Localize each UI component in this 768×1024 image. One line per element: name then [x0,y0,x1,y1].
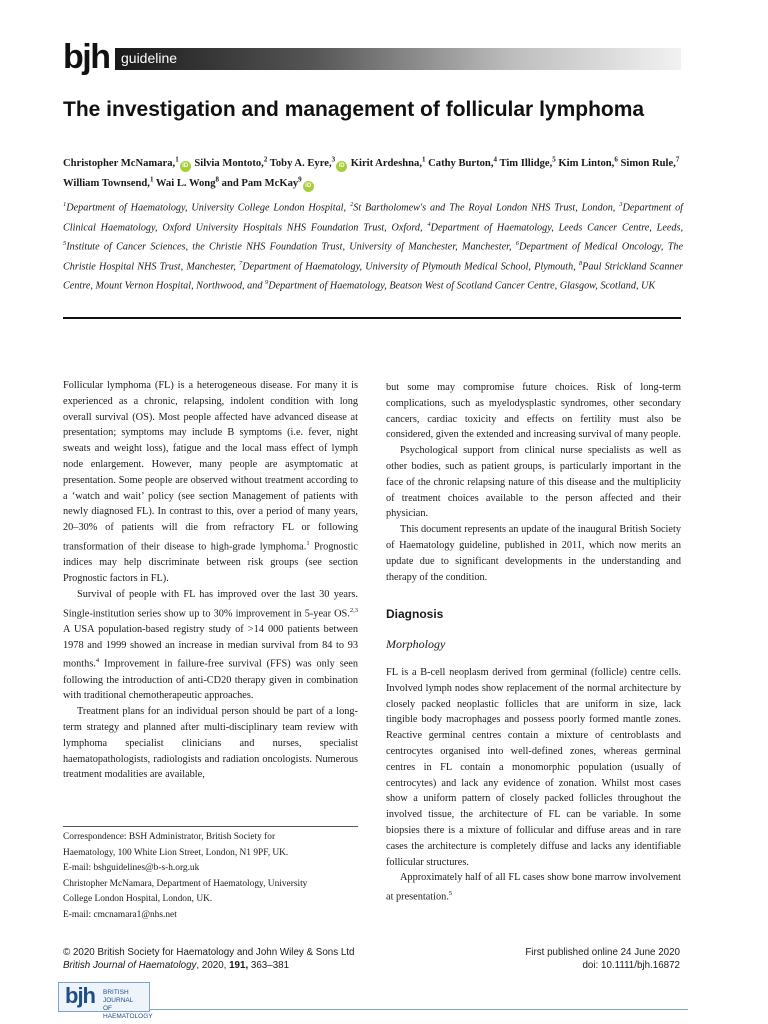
affiliation: Department of Haematology, Leeds Cancer Centre, Leeds, [430,221,683,233]
citation: British Journal of Haematology, 2020, 191, 363–381 [63,960,290,971]
left-column [63,378,358,783]
paragraph: Psychological support from clinical nurse specialists as well as other bodies, such as patient groups, is particularly important in the face of the chronic relapsing nature of this disease and the multiplicity of treatment choices available to the person affected and their physician. [386,445,681,520]
paragraph: Approximately half of all FL cases show bone marrow involvement at presentation.$^5$ [386,872,681,903]
correspondence-email[interactable]: E-mail: bshguidelines@b-s-h.org.uk [63,863,200,873]
journal-logo: bjh [63,38,110,76]
paragraph: Survival of people with FL has improved over the last 30 years. Single-institution series show up to 30% improvement in 5-year OS.$^{2,3}$ A USA population-based registry study of >14 000 patients between 1978 and 1999 showed an increase in median survival from 84 to 93 months.$^4$ Improvement in failure-free survival (FFS) was only seen following the introduction of anti-CD20 therapy given in combination with traditional chemotherapeutic approaches. [63,588,358,702]
footer-rule [149,1009,688,1010]
affiliation: Department of Haematology, Beatson West of Scotland Cancer Centre, Glasgow, Scotland, UK [268,280,656,292]
correspondence-line: Christopher McNamara, Department of Haematology, University [63,878,308,889]
correspondence-line: Correspondence: BSH Administrator, British Society for [63,832,276,842]
subsection-heading: Morphology [386,637,446,652]
affiliation: Department of Haematology, University College London Hospital, [66,202,350,214]
affiliation: Institute of Cancer Sciences, the Christie NHS Foundation Trust, University of Manchester, Manchester, [66,241,516,253]
publication-date: First published online 24 June 2020 [525,947,680,958]
header-rule [63,317,681,319]
author: William Townsend,$^1$ [63,175,154,190]
article-type-band [115,48,681,70]
affiliation: Department of Haematology, University of Plymouth Medical School, Plymouth, [242,261,579,273]
affiliation: St Bartholomew's and The Royal London NHS Trust, London, [353,202,620,214]
logo-box [58,982,153,1020]
logo-mark: bjh [65,983,95,1008]
author: Kim Linton,$^6$ [558,155,618,169]
footer-left [63,946,354,972]
affiliations: $^1$Department of Haematology, University College London Hospital, $^2$St Bartholomew's and The Royal London NHS Trust, London, $^3$Department of Clinical Haematology, Oxford University Hospitals NHS Foundation Trust, Oxford, $^4$Department of Haematology, Leeds Cancer Centre, Leeds, $^5$Institute of Cancer Sciences, the Christie NHS Foundation Trust, University of Manchester, Manchester, $^6$Department of Medical Oncology, The Christie Hospital NHS Trust, Manchester, $^7$Department of Haematology, University of Plymouth Medical School, Plymouth, $^8$Paul Strickland Scanner Centre, Mount Vernon Hospital, Northwood, and $^9$Department of Haematology, Beatson West of Scotland Cancer Centre, Glasgow, Scotland, UK [63,201,684,292]
orcid-icon[interactable]: iD [336,161,347,172]
author: Silvia Montoto,$^2$ [194,155,268,169]
doi[interactable]: doi: 10.1111/bjh.16872 [582,960,680,971]
article-title: The investigation and management of follicular lymphoma [63,98,645,121]
paragraph: FL is a B-cell neoplasm derived from germinal (follicle) centre cells. Involved lymph nodes show replacement of the normal architecture by closely packed neoplastic follicles that are uniform in size, lack tingible body macrophages and possess poorly formed mantle zones. Reactive germinal centres contain a mixture of centroblasts and centrocytes organised into well-defined zones, whereas germinal centres in FL contain a monomorphic population (usually of centrocytes) and lack any evidence of zonation. Whilst most cases show a uniform pattern of closely packed follicles throughout the involved tissue, the architecture of FL can be variable. In some biopsies there is a mixture of follicular and diffuse areas and in rare cases the architecture is completely diffuse and lacks any identifiable follicular structures. [386,666,681,868]
correspondence-email[interactable]: E-mail: cmcnamara1@nhs.net [63,909,177,920]
right-column [386,380,681,905]
copyright: © 2020 British Society for Haematology and John Wiley & Sons Ltd [63,947,355,958]
footer-journal-logo [58,982,688,1020]
orcid-icon[interactable]: iD [180,161,191,172]
author: Kirit Ardeshna,$^1$ [350,155,426,169]
correspondence-block [63,826,358,923]
affiliation: Paul Strickland Scanner Centre, Mount Vernon Hospital, Northwood, and [63,261,684,292]
author-list [63,151,688,192]
paragraph: Treatment plans for an individual person should be part of a long-term strategy and planned after multi-disciplinary team review with lymphoma specialist clinicians and nurses, specialist haematopathologists, radiologists and radiation oncologists. Numerous treatment modalities are available, [63,706,358,781]
correspondence-line: Haematology, 100 White Lion Street, London, N1 9PF, UK. [63,847,289,858]
article-type: guideline [121,50,178,66]
author: and Pam McKay$^9$iD [222,178,315,189]
author: Cathy Burton,$^4$ [428,155,497,169]
author: Christopher McNamara,$^1$iD [63,158,192,169]
affiliation: Department of Medical Oncology, The Christie Hospital NHS Trust, Manchester, [63,241,683,273]
author: Wai L. Wong$^8$ [155,175,219,190]
journal-banner [63,38,681,76]
orcid-icon[interactable]: iD [303,181,314,192]
author: Toby A. Eyre,$^3$iD [270,158,348,169]
affiliation: Department of Clinical Haematology, Oxford University Hospitals NHS Foundation Trust, Oxford, [63,202,683,233]
paragraph: Follicular lymphoma (FL) is a heterogeneous disease. For many it is experienced as a chronic, relapsing, indolent condition with long overall survival (OS). Most people affected have advanced disease at presentation; symptoms may include B symptoms (i.e. fever, night sweats and weight loss), fatigue and the local mass effect of lymph node enlargement. However, many people are asymptomatic at presentation. Some people are observed without treatment according to a ‘watch and wait’ policy (see section Management of patients with newly diagnosed FL). In contrast to this, over a period of many years, 20–30% of patients will die from refractory FL or following transformation of their disease to high-grade lymphoma.$^1$ Prognostic indices may help discriminate between risk groups (see section Prognostic factors in FL). [63,380,358,584]
section-heading: Diagnosis [386,607,444,622]
logo-text: BRITISH JOURNAL OF HAEMATOLOGY [103,989,153,1020]
footer-right [525,946,680,972]
author: Simon Rule,$^7$ [620,155,680,169]
author: Tim Illidge,$^5$ [499,155,556,169]
paragraph: This document represents an update of the inaugural British Society of Haematology guideline, published in 2011, which now merits an update due to significant developments in the understanding and therapy of the condition. [386,524,681,583]
correspondence-line: College London Hospital, London, UK. [63,894,213,904]
paragraph: but some may compromise future choices. Risk of long-term complications, such as myelodysplastic syndromes, other secondary cancers, cardiac toxicity and effects on fertility must also be considered, given the extended and increasing survival of many people. [386,382,681,441]
